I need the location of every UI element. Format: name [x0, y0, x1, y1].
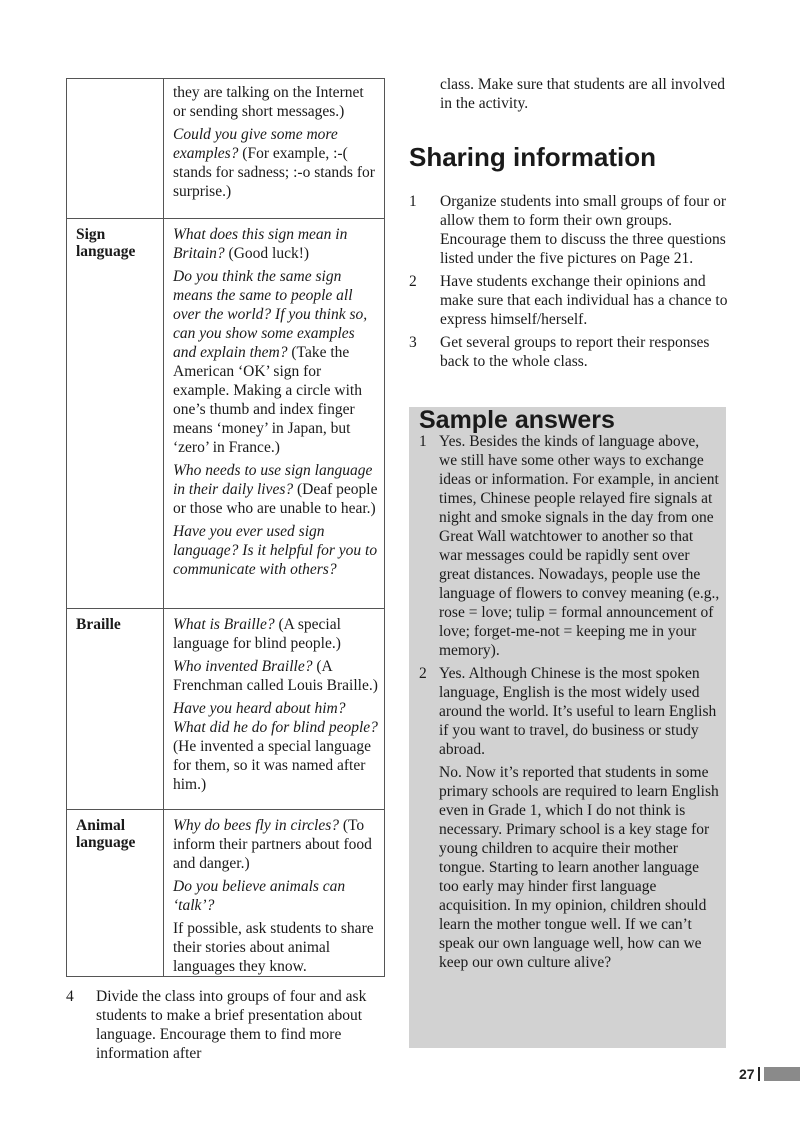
table-row [67, 810, 384, 977]
table-item [173, 83, 380, 121]
questions-table [66, 78, 385, 977]
row-label: Braille [67, 609, 164, 809]
step-4 [66, 987, 386, 1063]
step-text: Have students exchange their opinions and make sure that each individual has a chance to express himself/herself. [440, 273, 728, 328]
page-number-bar [764, 1067, 800, 1081]
answer-text: (A Frenchman called Louis Braille.) [173, 658, 378, 694]
table-item [173, 877, 380, 915]
answer-text: (Take the American ‘OK’ sign for example. Making a circle with one’s thumb and index finger means ‘money’ in Japan, but ‘zero’ in France.) [173, 344, 362, 456]
step-text: Divide the class into groups of four and ask students to make a brief presentation about language. Encourage them to find more information after [96, 988, 367, 1062]
row-content [164, 810, 384, 976]
answer-text: If possible, ask students to share their stories about animal languages they know. [173, 920, 374, 975]
table-row [67, 609, 384, 810]
question-text: Have you heard about him? What did he do for blind people? [173, 700, 378, 736]
question-text: Who needs to use sign language in their daily lives? [173, 462, 373, 498]
table-item [173, 267, 380, 457]
answer-text: (For example, :-( stands for sadness; :-o stands for surprise.) [173, 145, 375, 200]
section-heading-sharing: Sharing information [409, 142, 656, 172]
sample-answer [419, 432, 720, 664]
sharing-steps [409, 192, 729, 375]
table-item [173, 225, 380, 263]
row-label: Sign language [67, 219, 164, 608]
question-text: Have you ever used sign language? Is it helpful for you to communicate with others? [173, 523, 378, 578]
step-text: Organize students into small groups of four or allow them to form their own groups. Encourage them to discuss the three questions listed under the five pictures on Page 21. [440, 193, 726, 267]
answer-text: (To inform their partners about food and danger.) [173, 817, 372, 872]
question-text: What does this sign mean in Britain? [173, 226, 348, 262]
question-text: Do you believe animals can ‘talk’? [173, 878, 346, 914]
answer-number: 1 [419, 433, 427, 450]
table-item [173, 615, 380, 653]
list-item [409, 333, 729, 371]
list-item [409, 272, 729, 329]
page-number-divider [758, 1067, 760, 1081]
step-number: 3 [409, 334, 417, 351]
table-item [173, 699, 380, 794]
sample-answer [419, 664, 720, 976]
row-content [164, 609, 384, 809]
question-text: What is Braille? [173, 616, 275, 633]
answer-number: 2 [419, 665, 427, 682]
table-item [173, 522, 380, 579]
answer-text: (Deaf people or those who are unable to hear.) [173, 481, 378, 517]
answer-text: they are talking on the Internet or sending short messages.) [173, 84, 364, 120]
row-content [164, 219, 384, 608]
answer-paragraph: Yes. Although Chinese is the most spoken language, English is the most widely used around the world. It’s useful to learn English if you want to travel, do business or study abroad. [439, 665, 717, 758]
question-text: Could you give some more examples? [173, 126, 338, 162]
table-item [173, 657, 380, 695]
row-label: Animal language [67, 810, 164, 976]
question-text: Why do bees fly in circles? [173, 817, 339, 834]
answer-text: (He invented a special language for them, so it was named after him.) [173, 738, 371, 793]
page-footer [739, 1066, 800, 1082]
answer-paragraph: No. Now it’s reported that students in some primary schools are required to learn English even in Grade 1, which I do not think is necessary. Primary school is a key stage for young children to acquire their mother tongue. Starting to learn another language too early may hinder first language acquisition. In my opinion, children should learn the mother tongue well. If we can’t speak our own language well, how can we keep our own culture alive? [439, 764, 719, 971]
section-heading-sample: Sample answers [419, 406, 615, 434]
row-label [67, 79, 164, 218]
answer-body [439, 664, 720, 976]
step-number: 2 [409, 273, 417, 290]
sample-answers-box [409, 407, 726, 1048]
answer-text: (A special language for blind people.) [173, 616, 341, 652]
page-number: 27 [739, 1066, 755, 1082]
table-row [67, 219, 384, 609]
table-item [173, 919, 380, 976]
step-number: 1 [409, 193, 417, 210]
step-number: 4 [66, 988, 74, 1005]
list-item [409, 192, 729, 268]
step-text: Get several groups to report their responses back to the whole class. [440, 334, 710, 370]
table-item [173, 461, 380, 518]
table-row [67, 79, 384, 219]
question-text: Who invented Braille? [173, 658, 313, 675]
answer-paragraph: Yes. Besides the kinds of language above, we still have some other ways to exchange ideas or information. For example, in ancient times, Chinese people relayed fire signals at night and smoke signals in the day from one Great Wall watchtower to another so that war messages could be rapidly sent over great distances. Nowadays, people use the language of flowers to convey meaning (e.g., rose = love; tulip = formal announcement of love; forget-me-not = keeping me in your memory). [439, 433, 720, 659]
answer-text: (Good luck!) [224, 245, 310, 262]
table-item [173, 125, 380, 201]
question-text: Do you think the same sign means the same to people all over the world? If you think so, can you show some examples and explain them? [173, 268, 368, 361]
table-item [173, 816, 380, 873]
row-content [164, 79, 384, 218]
continued-text: class. Make sure that students are all involved in the activity. [440, 76, 725, 112]
answer-body [439, 432, 720, 664]
